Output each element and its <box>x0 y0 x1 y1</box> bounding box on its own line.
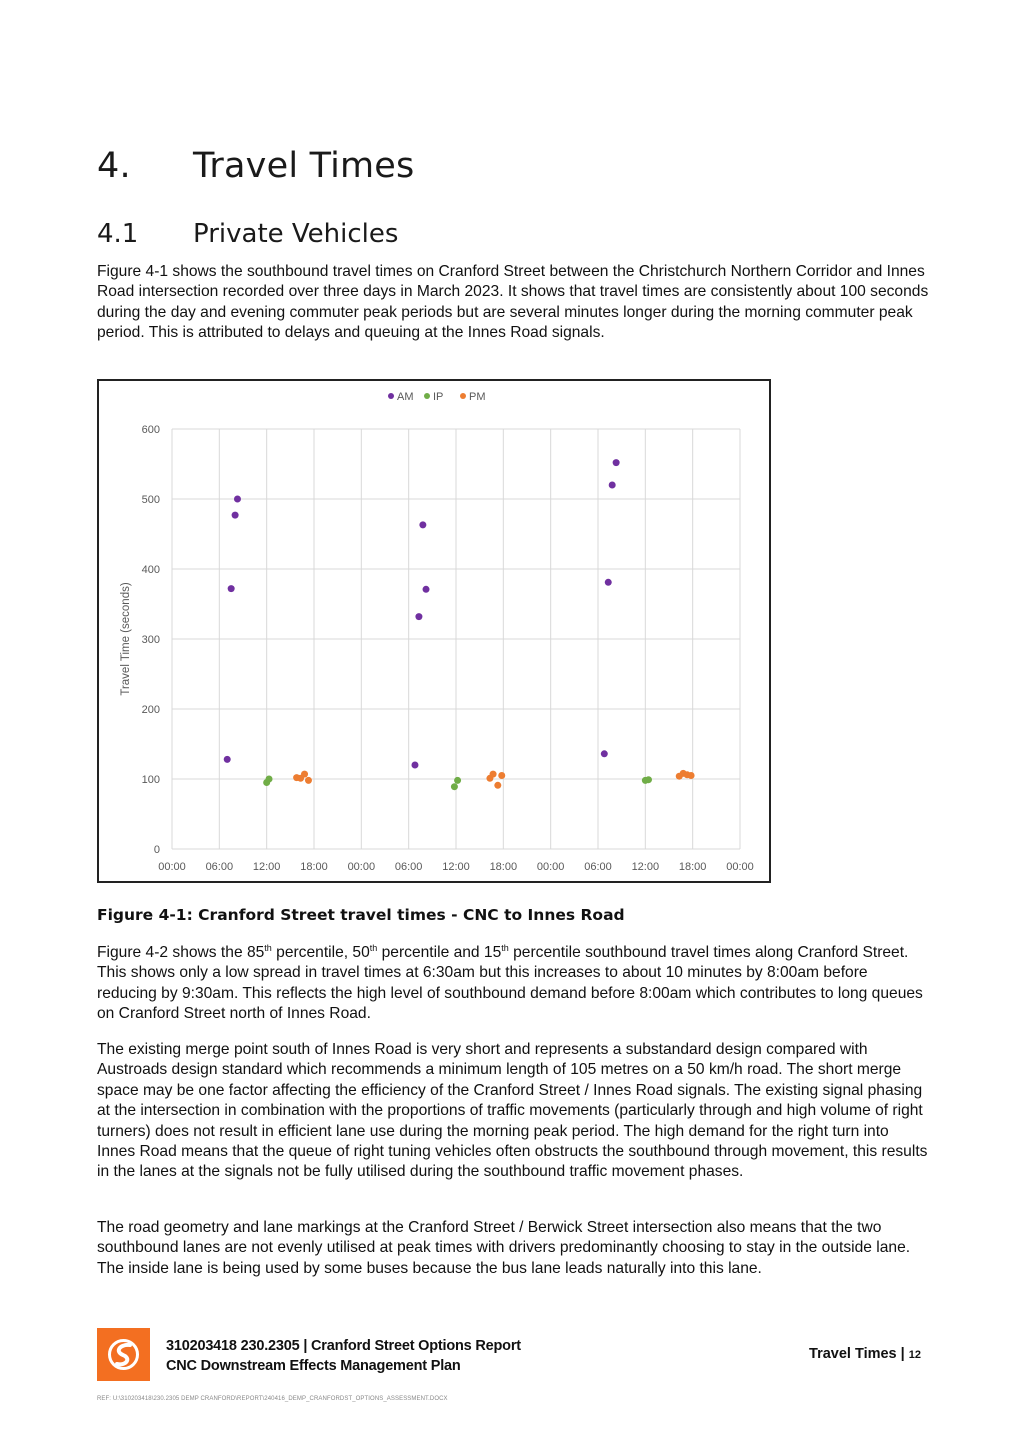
data-point <box>645 776 652 783</box>
data-point <box>224 756 231 763</box>
y-axis-label: Travel Time (seconds) <box>120 582 132 696</box>
figure-caption: Figure 4-1: Cranford Street travel times - CNC to Innes Road <box>97 906 625 924</box>
chart-svg <box>99 381 769 881</box>
data-point <box>609 482 616 489</box>
x-tick-label: 00:00 <box>347 861 376 873</box>
subsection-number: 4.1 <box>97 219 139 249</box>
x-tick-label: 18:00 <box>300 861 328 873</box>
x-tick-label: 00:00 <box>536 861 565 873</box>
x-tick-label: 00:00 <box>158 861 186 873</box>
data-point <box>305 777 312 784</box>
travel-time-chart <box>97 379 771 883</box>
x-tick-label: 12:00 <box>631 861 660 873</box>
legend-label: PM <box>469 391 486 403</box>
data-point <box>301 771 308 778</box>
footer-title-line2: CNC Downstream Effects Management Plan <box>166 1358 461 1374</box>
data-point <box>451 783 458 790</box>
data-point <box>411 762 418 769</box>
data-point <box>498 772 505 779</box>
y-tick-label: 100 <box>141 774 160 786</box>
data-point <box>494 782 501 789</box>
legend-marker <box>424 393 430 399</box>
y-tick-label: 0 <box>153 844 160 856</box>
data-point <box>415 613 422 620</box>
data-point <box>605 579 612 586</box>
paragraph-percentiles-d: percentile southbound travel times along Cranford Street. This shows only a low spread in travel times at 6:30am but this increases to about 10 minutes by 8:00am before reducing by 9:30am. This reflects the high level of southbound demand before 8:00am which contributes to long queues on Cranford Street north of Innes Road. <box>97 944 923 1023</box>
section-number: 4. <box>97 146 131 186</box>
y-tick-label: 600 <box>141 424 160 436</box>
x-tick-label: 18:00 <box>489 861 518 873</box>
x-tick-label: 06:00 <box>205 861 234 873</box>
legend-marker <box>460 393 466 399</box>
paragraph-percentiles-c: percentile and 15 <box>377 944 502 961</box>
data-point <box>454 777 461 784</box>
data-point <box>601 750 608 757</box>
data-point <box>234 496 241 503</box>
x-tick-label: 12:00 <box>252 861 281 873</box>
y-tick-label: 400 <box>141 564 160 576</box>
data-point <box>419 521 426 528</box>
document-reference: REF: U:\310203418\230.2305 DEMP CRANFORD\REPORT\240416_DEMP_CRANFORDST_OPTIONS_ASSESSMENT.DOCX <box>97 1396 448 1402</box>
paragraph-percentiles <box>97 943 931 1025</box>
paragraph-road-geometry: The road geometry and lane markings at the Cranford Street / Berwick Street intersection also means that the two southbound lanes are not evenly utilised at peak times with drivers predominantly choosing to stay in the outside lane. The inside lane is being used by some buses because the bus lane leads naturally into this lane. <box>97 1219 911 1277</box>
section-title: Travel Times <box>193 146 415 186</box>
x-tick-label: 12:00 <box>442 861 470 873</box>
footer-title-line1: 310203418 230.2305 | Cranford Street Options Report <box>166 1338 521 1354</box>
x-tick-label: 00:00 <box>726 861 754 873</box>
legend-label: IP <box>433 391 444 403</box>
legend-label: AM <box>397 391 414 403</box>
superscript-th-3: th <box>501 942 509 953</box>
data-point <box>490 771 497 778</box>
data-point <box>688 772 695 779</box>
x-tick-label: 06:00 <box>584 861 612 873</box>
paragraph-percentiles-a: Figure 4-2 shows the 85 <box>97 944 265 961</box>
y-tick-label: 200 <box>141 704 160 716</box>
superscript-th-1: th <box>264 942 272 953</box>
data-point <box>613 459 620 466</box>
footer-section-page <box>809 1346 921 1362</box>
paragraph-merge-point: The existing merge point south of Innes Road is very short and represents a substandard design compared with Austroads design standard which recommends a minimum length of 105 metres on a 50 km/h road. The short merge space may be one factor affecting the efficiency of the Cranford Street / Innes Road signals. The existing signal phasing at the intersection in combination with the proportions of traffic movements (particularly through and high volume of right turners) does not result in efficient lane use during the morning peak period. The high demand for the right turn into Innes Road means that the queue of right tuning vehicles often obstructs the southbound through movement, this results in the lanes at the signals not be fully utilised during the southbound traffic movement phases. <box>97 1041 928 1181</box>
data-point <box>232 512 239 519</box>
data-point <box>228 585 235 592</box>
y-tick-label: 300 <box>141 634 160 646</box>
paragraph-figure-intro: Figure 4-1 shows the southbound travel times on Cranford Street between the Christchurch Northern Corridor and Innes Road intersection recorded over three days in March 2023. It shows that travel times are consistently about 100 seconds during the day and evening commuter peak periods but are several minutes longer during the morning commuter peak period. This is attributed to delays and queuing at the Innes Road signals. <box>97 263 929 342</box>
paragraph-percentiles-b: percentile, 50 <box>271 944 370 961</box>
y-tick-label: 500 <box>141 494 160 506</box>
x-tick-label: 06:00 <box>394 861 423 873</box>
logo-mark-icon <box>97 1328 150 1381</box>
section-heading <box>97 146 414 186</box>
footer-section: Travel Times | <box>809 1346 905 1362</box>
company-logo <box>97 1328 150 1381</box>
page-number: 12 <box>908 1349 921 1361</box>
data-point <box>266 776 273 783</box>
data-point <box>423 586 430 593</box>
x-tick-label: 18:00 <box>678 861 707 873</box>
footer-title <box>166 1336 521 1376</box>
legend-marker <box>388 393 394 399</box>
subsection-heading <box>97 219 398 249</box>
subsection-title: Private Vehicles <box>193 219 399 249</box>
superscript-th-2: th <box>369 942 378 953</box>
